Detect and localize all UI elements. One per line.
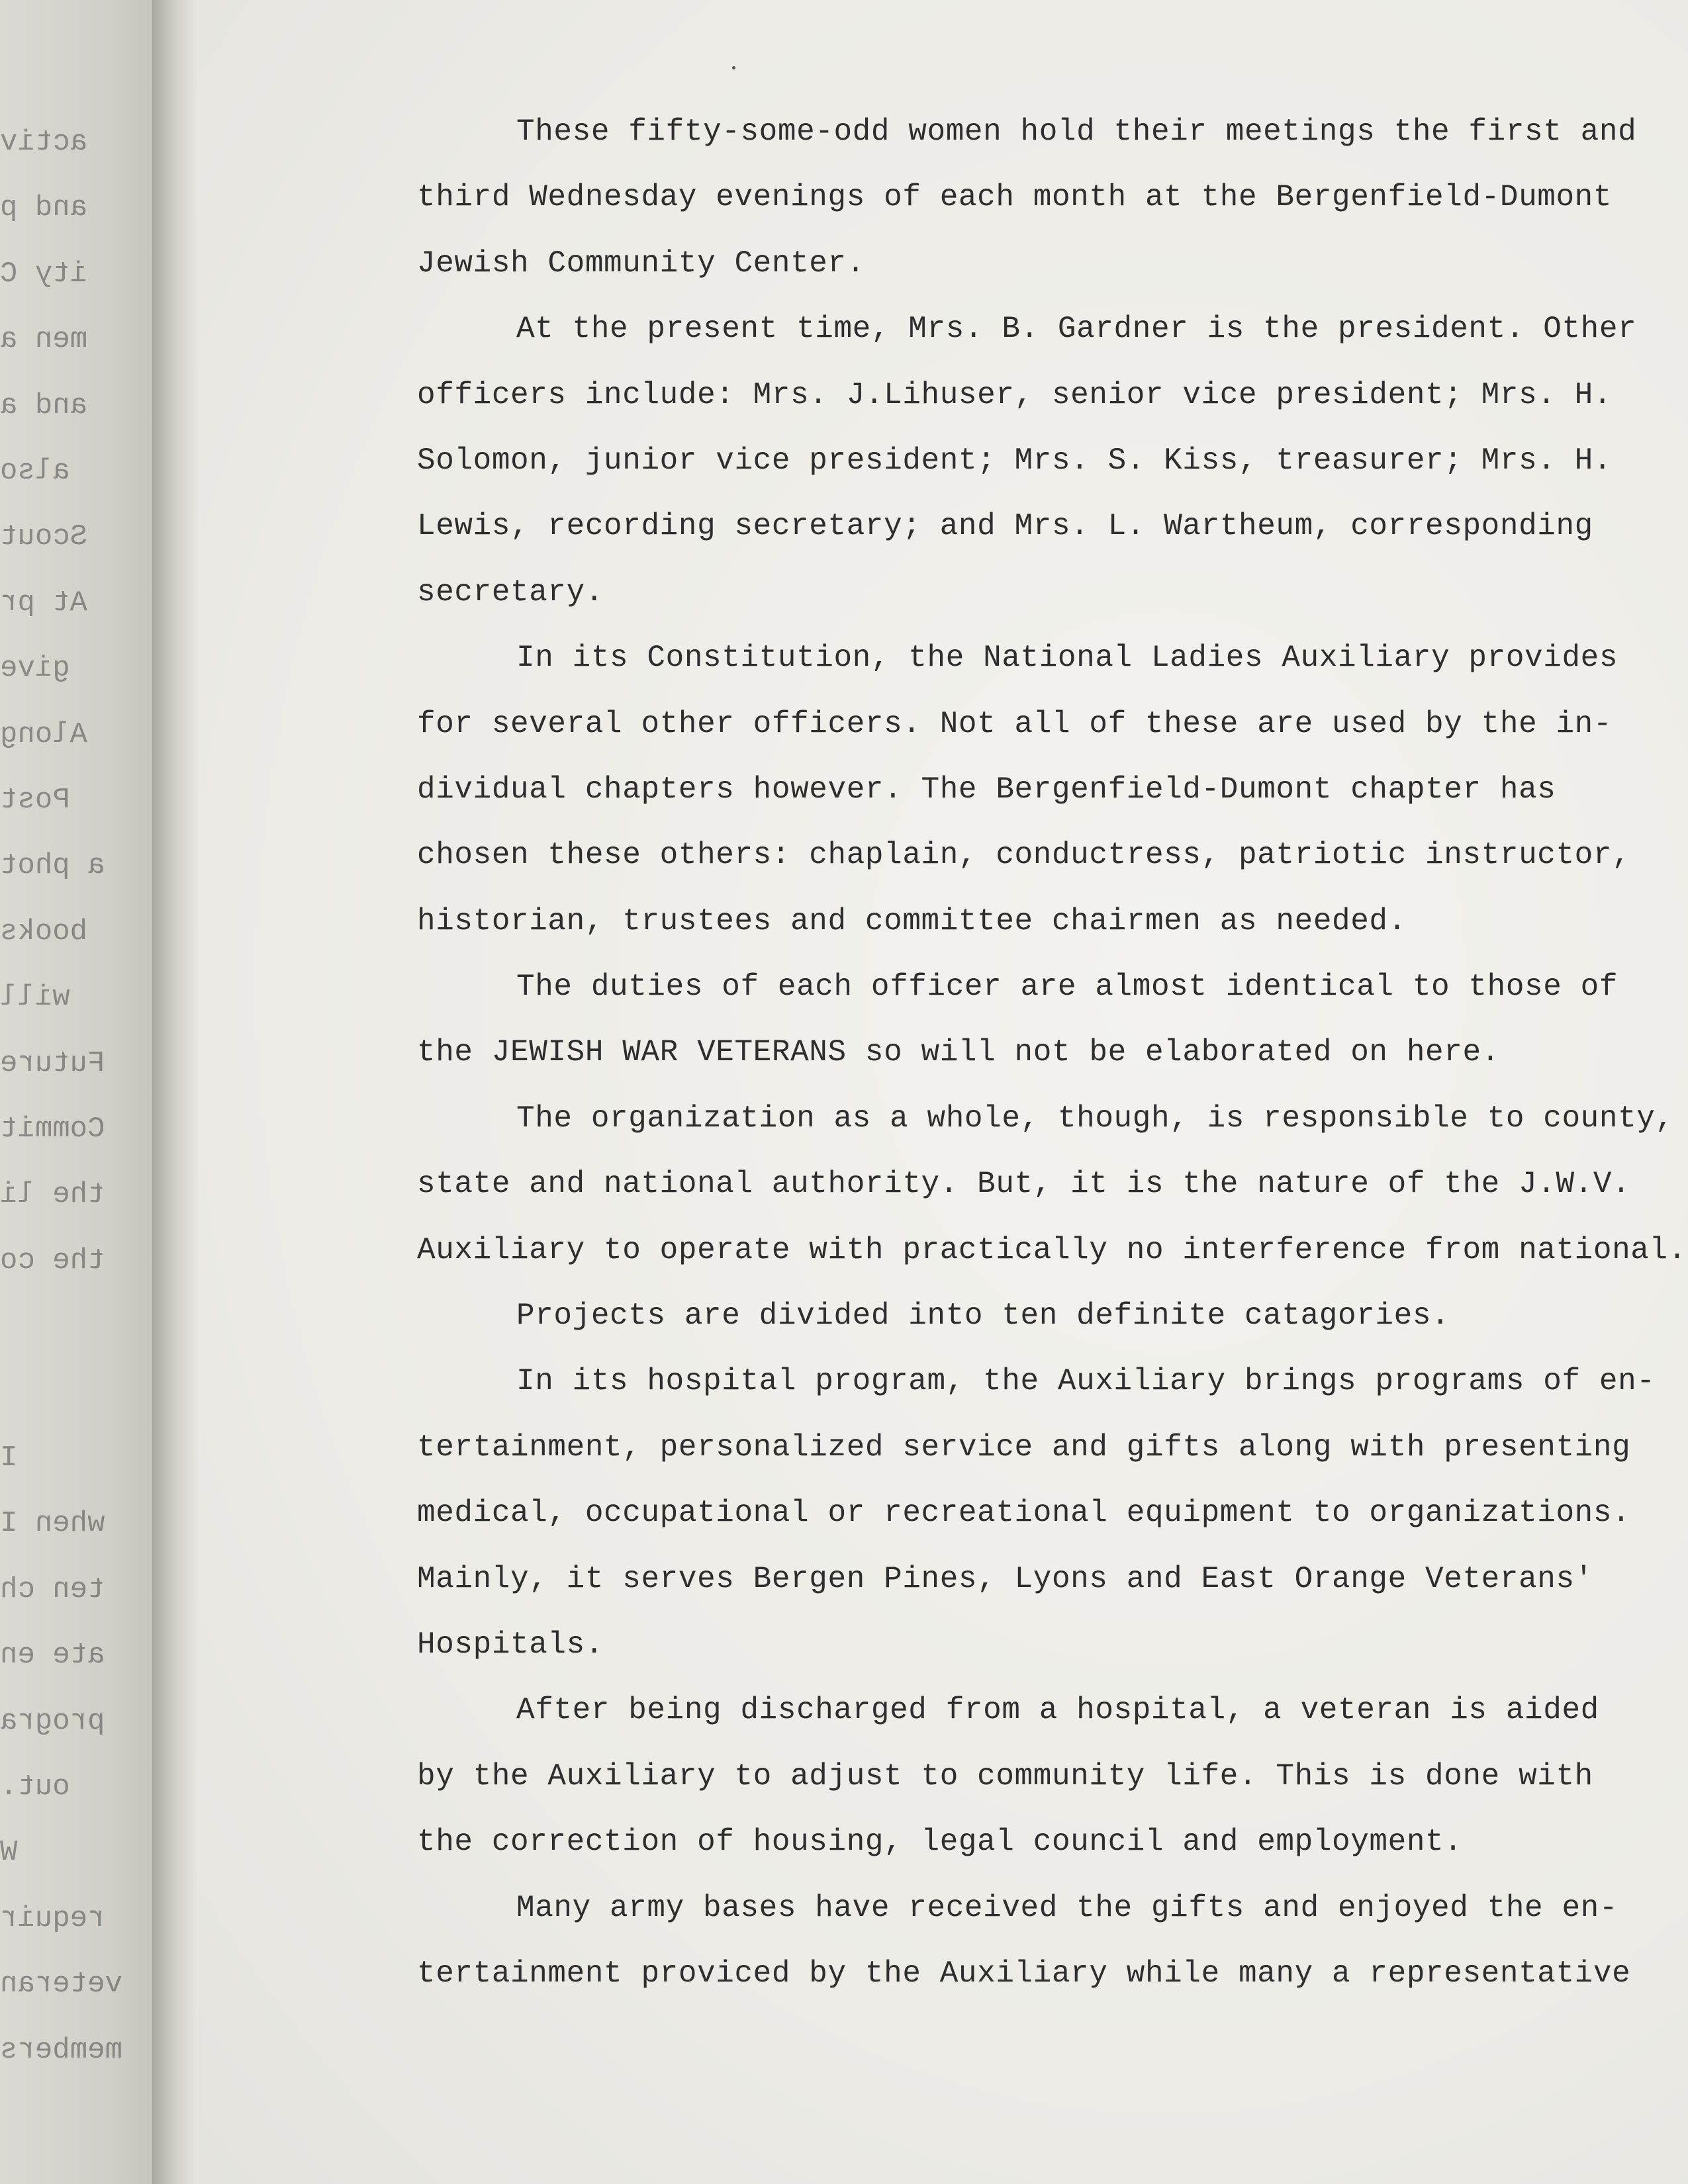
facing-page-fragment: I xyxy=(0,1441,18,1475)
text-line: The organization as a whole, though, is responsible to county, xyxy=(516,1101,1674,1136)
facing-page-fragment: progra xyxy=(0,1704,105,1738)
document-page xyxy=(199,0,1688,2184)
text-line: officers include: Mrs. J.Lihuser, senior vice president; Mrs. H. xyxy=(417,377,1613,412)
facing-page-fragment: a phot xyxy=(0,849,105,883)
text-line: In its Constitution, the National Ladies Auxiliary provides xyxy=(516,641,1618,676)
text-line: Solomon, junior vice president; Mrs. S. Kiss, treasurer; Mrs. H. xyxy=(417,443,1613,478)
text-line: for several other officers. Not all of these are used by the in- xyxy=(417,706,1613,741)
facing-page-fragment: men a xyxy=(0,323,88,357)
facing-page-fragment: the co xyxy=(0,1244,105,1277)
facing-page-fragment: out. xyxy=(0,1770,70,1803)
text-line: tertainment, personalized service and gifts along with presenting xyxy=(417,1430,1631,1465)
text-line: Mainly, it serves Bergen Pines, Lyons and East Orange Veterans' xyxy=(417,1561,1593,1596)
facing-page-fragment: Commit xyxy=(0,1113,105,1146)
facing-page-strip xyxy=(0,0,152,2184)
text-line: Projects are divided into ten definite catagories. xyxy=(516,1298,1450,1334)
facing-page-fragment: requir xyxy=(0,1901,105,1935)
text-line: state and national authority. But, it is the nature of the J.W.V. xyxy=(417,1167,1631,1202)
text-line: At the present time, Mrs. B. Gardner is the president. Other xyxy=(516,312,1637,347)
facing-page-fragment: W xyxy=(0,1836,18,1870)
text-line: Lewis, recording secretary; and Mrs. L. Wartheum, corresponding xyxy=(417,509,1593,544)
facing-page-fragment: Post xyxy=(0,784,70,817)
text-line: tertainment proviced by the Auxiliary while many a representative xyxy=(417,1956,1631,1991)
text-line: These fifty-some-odd women hold their meetings the first and xyxy=(516,114,1637,149)
text-line: Hospitals. xyxy=(417,1627,604,1662)
facing-page-fragment: books xyxy=(0,915,88,948)
facing-page-fragment xyxy=(0,1306,152,1346)
body-text xyxy=(417,99,1688,2007)
text-line: dividual chapters however. The Bergenfield-Dumont chapter has xyxy=(417,772,1556,807)
text-line: third Wednesday evenings of each month at the Bergenfield-Dumont xyxy=(417,180,1613,215)
text-line: medical, occupational or recreational equipment to organizations. xyxy=(417,1496,1631,1531)
facing-page-fragment: Scout xyxy=(0,520,88,554)
facing-page-fragment: also xyxy=(0,455,70,488)
text-line: secretary. xyxy=(417,574,604,610)
facing-page-fragment: ity C xyxy=(0,257,88,291)
facing-page-fragment: and p xyxy=(0,191,88,225)
facing-page-fragment: Future xyxy=(0,1046,105,1080)
text-line: by the Auxiliary to adjust to community life. This is done with xyxy=(417,1758,1593,1794)
facing-page-fragment: members xyxy=(0,2033,122,2067)
text-line: historian, trustees and committee chairmen as needed. xyxy=(417,903,1407,938)
facing-page-fragment: will xyxy=(0,981,70,1015)
text-line: Jewish Community Center. xyxy=(417,246,865,281)
text-line: chosen these others: chaplain, conductress, patriotic instructor, xyxy=(417,838,1631,873)
text-line: The duties of each officer are almost identical to those of xyxy=(516,970,1618,1005)
text-line: In its hospital program, the Auxiliary brings programs of en- xyxy=(516,1364,1656,1399)
facing-page-fragment: when I xyxy=(0,1507,105,1541)
text-line: After being discharged from a hospital, a veteran is aided xyxy=(516,1693,1599,1728)
facing-page-fragment: At pr xyxy=(0,586,88,619)
text-line: the JEWISH WAR VETERANS so will not be elaborated on here. xyxy=(417,1035,1500,1070)
facing-page-fragment: veteran xyxy=(0,1968,122,2001)
text-line: the correction of housing, legal council and employment. xyxy=(417,1825,1463,1860)
facing-page-fragment: give xyxy=(0,652,70,686)
facing-page-fragment: activ xyxy=(0,126,88,159)
facing-page-fragment: ten ch xyxy=(0,1572,105,1606)
facing-page-fragment: Along xyxy=(0,717,88,751)
book-gutter xyxy=(152,0,199,2184)
facing-page-fragment: ate en xyxy=(0,1639,105,1672)
paper-speck xyxy=(732,66,735,69)
text-line: Many army bases have received the gifts and enjoyed the en- xyxy=(516,1890,1618,1925)
facing-page-fragment: and a xyxy=(0,388,88,422)
facing-page-fragment xyxy=(0,1373,152,1412)
text-line: Auxiliary to operate with practically no interference from national. xyxy=(417,1232,1687,1267)
facing-page-fragment: the li xyxy=(0,1178,105,1212)
